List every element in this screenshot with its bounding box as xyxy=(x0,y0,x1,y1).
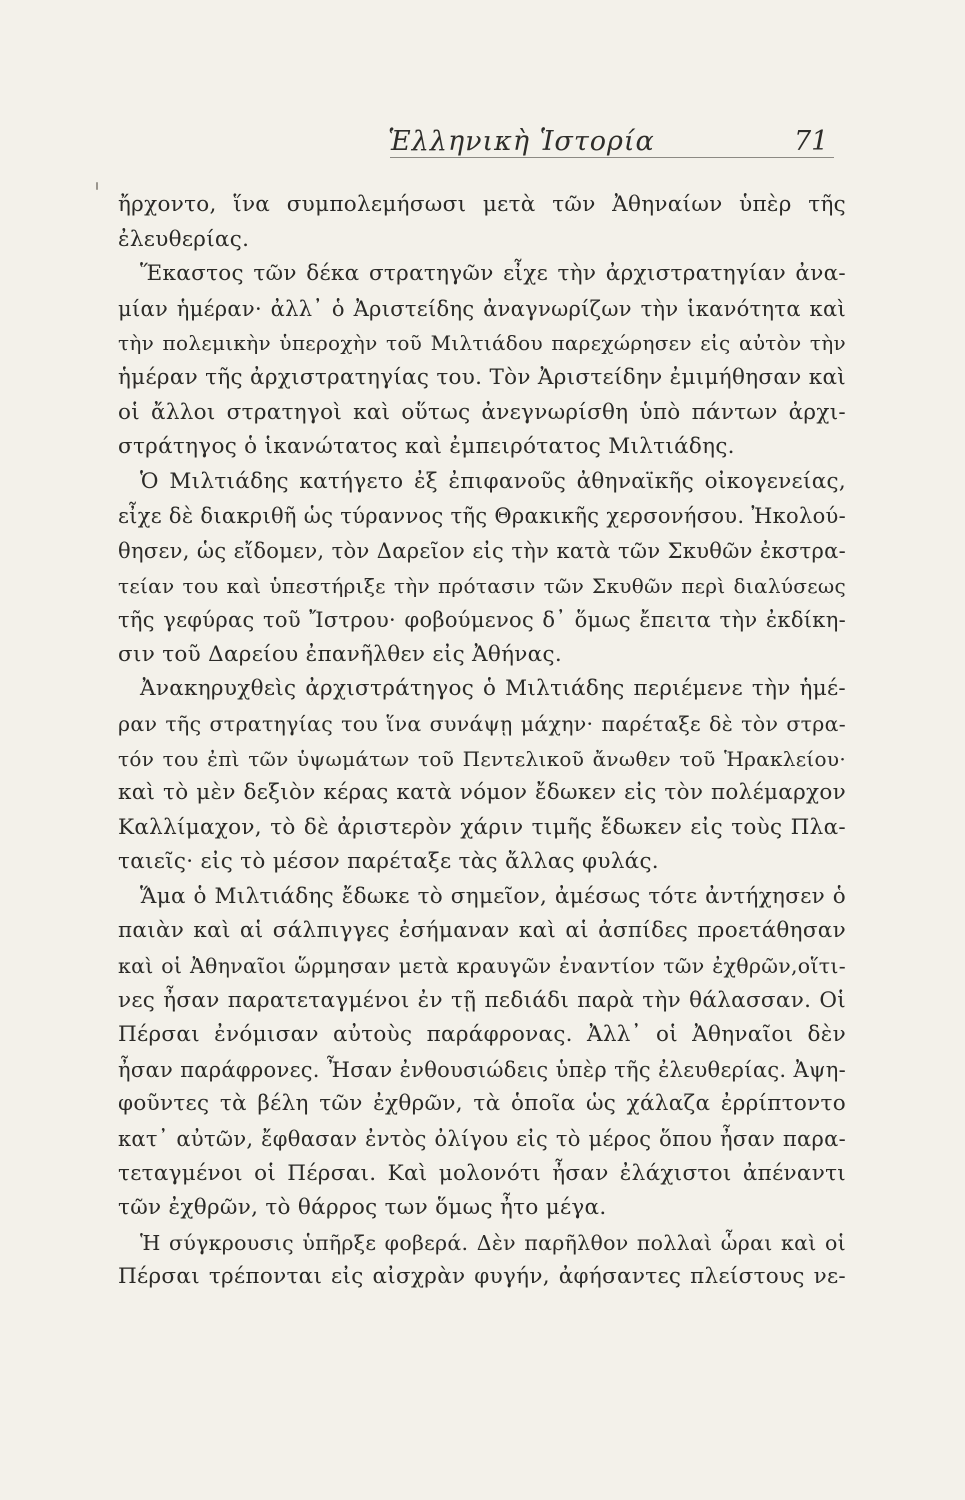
text-line: τείαν του καὶ ὑπεστήριξε τὴν πρότασιν τῶν Σκυθῶν περὶ διαλύσεως xyxy=(118,573,846,598)
text-line: ἦσαν παράφρονες. Ἦσαν ἐνθουσιώδεις ὑπὲρ τῆς ἐλευθερίας. Ἀψη- xyxy=(118,1057,846,1082)
text-line: Ὁ Μιλτιάδης κατήγετο ἐξ ἐπιφανοῦς ἀθηναϊκῆς οἰκογενείας, xyxy=(140,468,846,494)
text-line: οἱ ἄλλοι στρατηγοὶ καὶ οὕτως ἀνεγνωρίσθη ὑπὸ πάντων ἀρχι- xyxy=(118,399,846,425)
text-line: Ἀνακηρυχθεὶς ἀρχιστράτηγος ὁ Μιλτιάδης περιέμενε τὴν ἡμέ- xyxy=(140,676,846,702)
text-line: τόν του ἐπὶ τῶν ὑψωμάτων τοῦ Πεντελικοῦ ἄνωθεν τοῦ Ἡρακλείου· xyxy=(118,746,846,771)
text-line: Ἕκαστος τῶν δέκα στρατηγῶν εἶχε τὴν ἀρχιστρατηγίαν ἀνα- xyxy=(140,261,846,287)
text-line: σιν τοῦ Δαρείου ἐπανῆλθεν εἰς Ἀθήνας. xyxy=(118,641,562,667)
text-line: στράτηγος ὁ ἱκανώτατος καὶ ἐμπειρότατος Μιλτιάδης. xyxy=(118,434,735,460)
text-line: κατ᾿ αὐτῶν, ἔφθασαν ἐντὸς ὀλίγου εἰς τὸ μέρος ὅπου ἦσαν παρα- xyxy=(118,1127,846,1152)
text-line: καὶ οἱ Ἀθηναῖοι ὥρμησαν μετὰ κραυγῶν ἐναντίον τῶν ἐχθρῶν,οἵτι- xyxy=(118,954,846,979)
text-line: τῶν ἐχθρῶν, τὸ θάρρος των ὅμως ἦτο μέγα. xyxy=(118,1195,607,1221)
text-line: νες ἦσαν παρατεταγμένοι ἐν τῇ πεδιάδι παρὰ τὴν θάλασσαν. Οἱ xyxy=(118,987,846,1013)
running-title: Ἑλληνικὴ Ἱστορία xyxy=(388,126,655,157)
running-head xyxy=(0,122,965,162)
body-text xyxy=(118,188,846,1295)
text-line: ραν τῆς στρατηγίας του ἵνα συνάψῃ μάχην· παρέταξε δὲ τὸν στρα- xyxy=(118,711,846,736)
text-line: ἤρχοντο, ἵνα συμπολεμήσωσι μετὰ τῶν Ἀθηναίων ὑπὲρ τῆς xyxy=(118,192,846,217)
text-line: φοῦντες τὰ βέλη τῶν ἐχθρῶν, τὰ ὁποῖα ὡς χάλαζα ἐρρίπτοντο xyxy=(118,1091,846,1117)
text-line: Πέρσαι ἐνόμισαν αὐτοὺς παράφρονας. Ἀλλ᾿ οἱ Ἀθηναῖοι δὲν xyxy=(118,1022,846,1048)
text-line: ταιεῖς· εἰς τὸ μέσον παρέταξε τὰς ἄλλας φυλάς. xyxy=(118,849,659,875)
text-line: θησεν, ὡς εἴδομεν, τὸν Δαρεῖον εἰς τὴν κατὰ τῶν Σκυθῶν ἐκστρα- xyxy=(118,538,846,563)
text-line: Πέρσαι τρέπονται εἰς αἰσχρὰν φυγήν, ἀφήσαντες πλείστους νε- xyxy=(118,1264,846,1290)
page-number: 71 xyxy=(794,126,829,157)
text-line: τεταγμένοι οἱ Πέρσαι. Καὶ μολονότι ἦσαν ἐλάχιστοι ἀπέναντι xyxy=(118,1160,846,1186)
text-line: τὴν πολεμικὴν ὑπεροχὴν τοῦ Μιλτιάδου παρεχώρησεν εἰς αὐτὸν τὴν xyxy=(118,331,846,356)
text-line: ἡμέραν τῆς ἀρχιστρατηγίας του. Τὸν Ἀριστείδην ἐμιμήθησαν καὶ xyxy=(118,364,846,390)
text-line: Καλλίμαχον, τὸ δὲ ἀριστερὸν χάριν τιμῆς ἔδωκεν εἰς τοὺς Πλα- xyxy=(118,814,846,840)
text-line: καὶ τὸ μὲν δεξιὸν κέρας κατὰ νόμον ἔδωκεν εἰς τὸν πολέμαρχον xyxy=(118,780,846,806)
text-line: Ἅμα ὁ Μιλτιάδης ἔδωκε τὸ σημεῖον, ἀμέσως τότε ἀντήχησεν ὁ xyxy=(140,883,846,909)
text-line: μίαν ἡμέραν· ἀλλ᾿ ὁ Ἀριστείδης ἀναγνωρίζων τὴν ἱκανότητα καὶ xyxy=(118,296,846,321)
text-line: τῆς γεφύρας τοῦ Ἴστρου· φοβούμενος δ᾿ ὅμως ἔπειτα τὴν ἐκδίκη- xyxy=(118,608,846,633)
margin-speck xyxy=(96,182,98,190)
text-line: παιὰν καὶ αἱ σάλπιγγες ἐσήμαναν καὶ αἱ ἀσπίδες προετάθησαν xyxy=(118,918,846,944)
text-line: Ἡ σύγκρουσις ὑπῆρξε φοβερά. Δὲν παρῆλθον πολλαὶ ὧραι καὶ οἱ xyxy=(140,1230,846,1255)
text-line: ἐλευθερίας. xyxy=(118,226,250,252)
header-rule xyxy=(390,157,834,158)
text-line: εἶχε δὲ διακριθῆ ὡς τύραννος τῆς Θρακικῆς χερσονήσου. Ἠκολού- xyxy=(118,504,846,529)
